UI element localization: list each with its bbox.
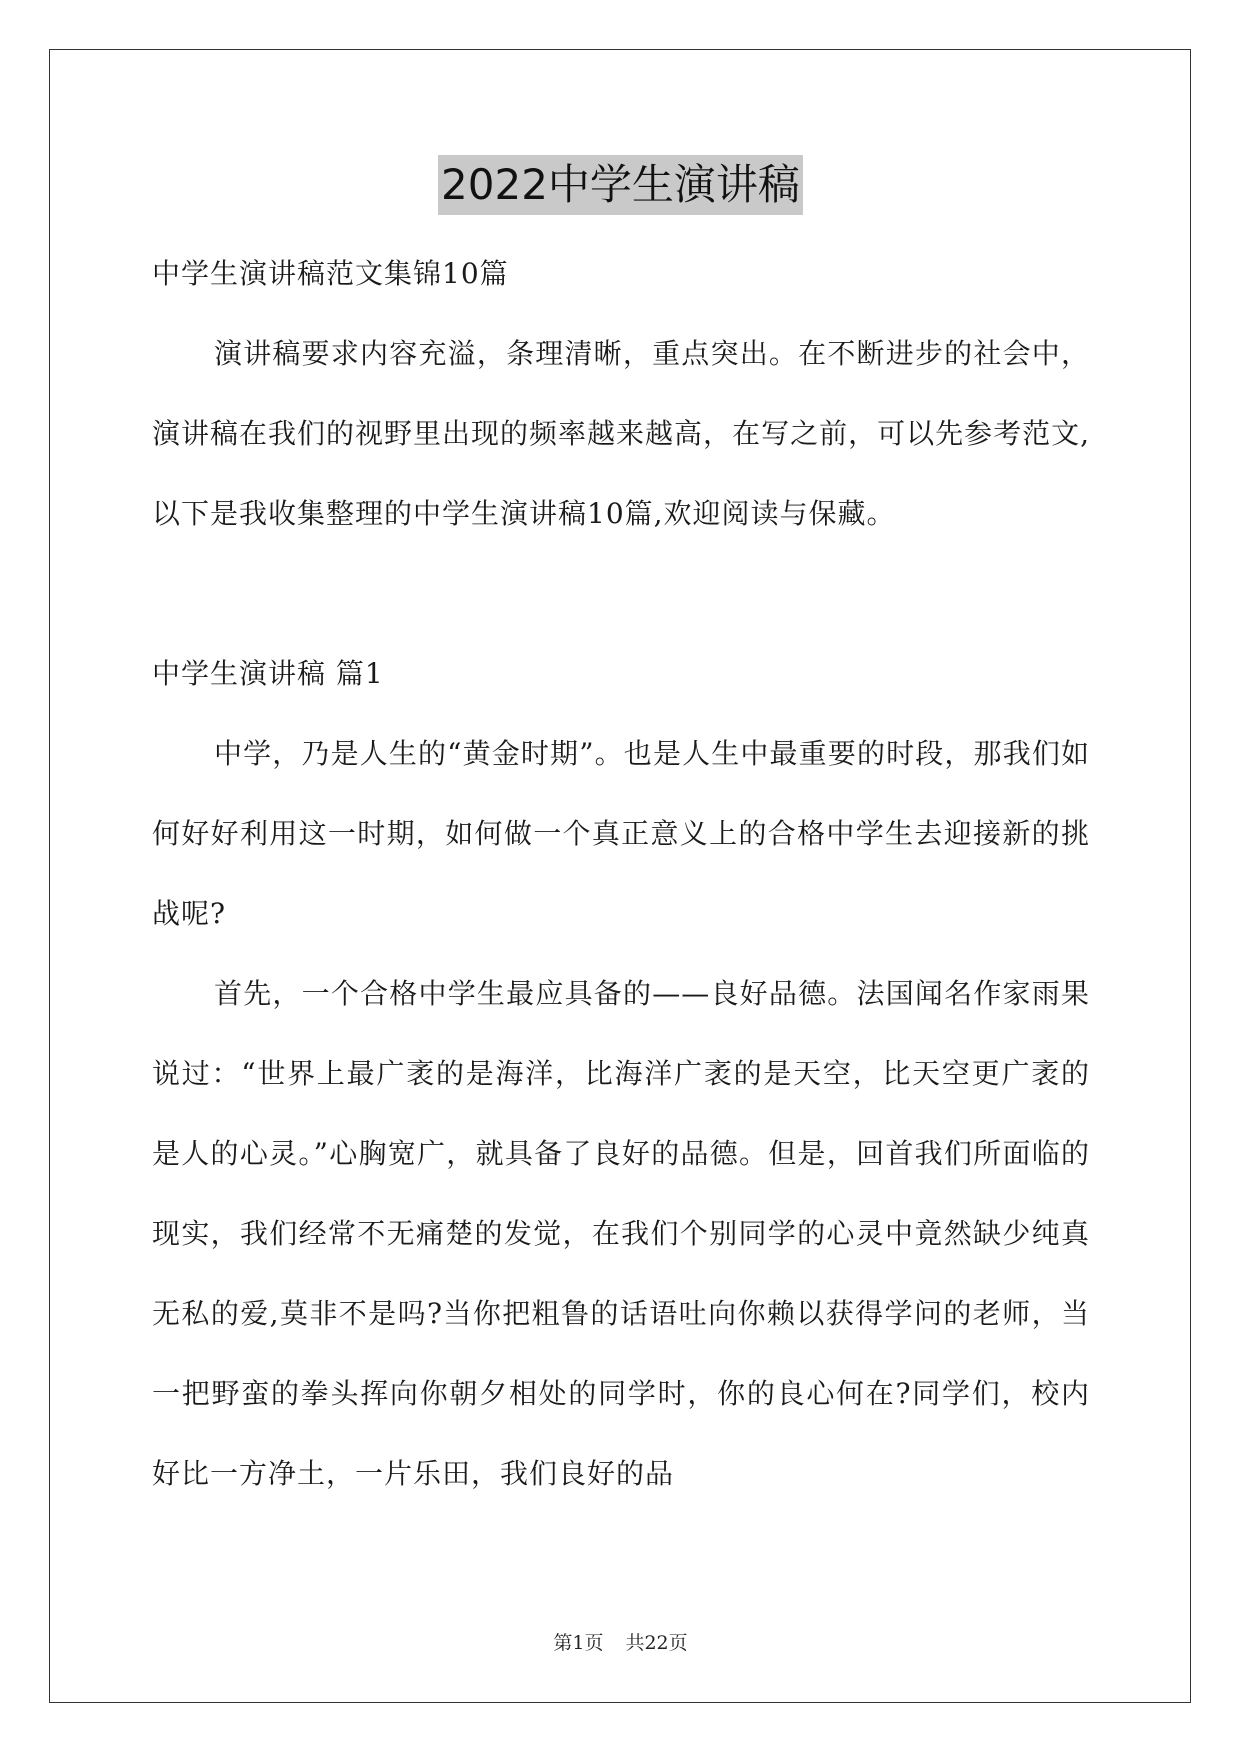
section-spacer <box>152 554 1090 634</box>
section-heading: 中学生演讲稿 篇1 <box>152 657 384 690</box>
document-body <box>152 234 1090 1514</box>
body-paragraph-2: 首先，一个合格中学生最应具备的——良好品德。法国闻名作家雨果说过：“世界上最广袤的是海洋，比海洋广袤的是天空，比天空更广袤的是人的心灵。”心胸宽广，就具备了良好的品德。但是，回首我们所面临的现实，我们经常不无痛楚的发觉，在我们个别同学的心灵中竟然缺少纯真无私的爱,莫非不是吗?当你把粗鲁的话语吐向你赖以获得学问的老师，当一把野蛮的拳头挥向你朝夕相处的同学时，你的良心何在?同学们，校内好比一方净土，一片乐田，我们良好的品 <box>152 977 1090 1490</box>
document-subtitle: 中学生演讲稿范文集锦10篇 <box>152 257 509 290</box>
page-total: 共22页 <box>625 1632 688 1654</box>
document-title: 2022中学生演讲稿 <box>438 155 803 215</box>
page-footer <box>0 1628 1241 1655</box>
page-number: 第1页 <box>553 1632 604 1654</box>
title-area <box>0 155 1241 215</box>
body-paragraph-1: 中学，乃是人生的“黄金时期”。也是人生中最重要的时段，那我们如何好好利用这一时期，如何做一个真正意义上的合格中学生去迎接新的挑战呢? <box>152 737 1090 930</box>
intro-paragraph: 演讲稿要求内容充溢，条理清晰，重点突出。在不断进步的社会中，演讲稿在我们的视野里出现的频率越来越高，在写之前，可以先参考范文,以下是我收集整理的中学生演讲稿10篇,欢迎阅读与保藏。 <box>152 337 1090 530</box>
